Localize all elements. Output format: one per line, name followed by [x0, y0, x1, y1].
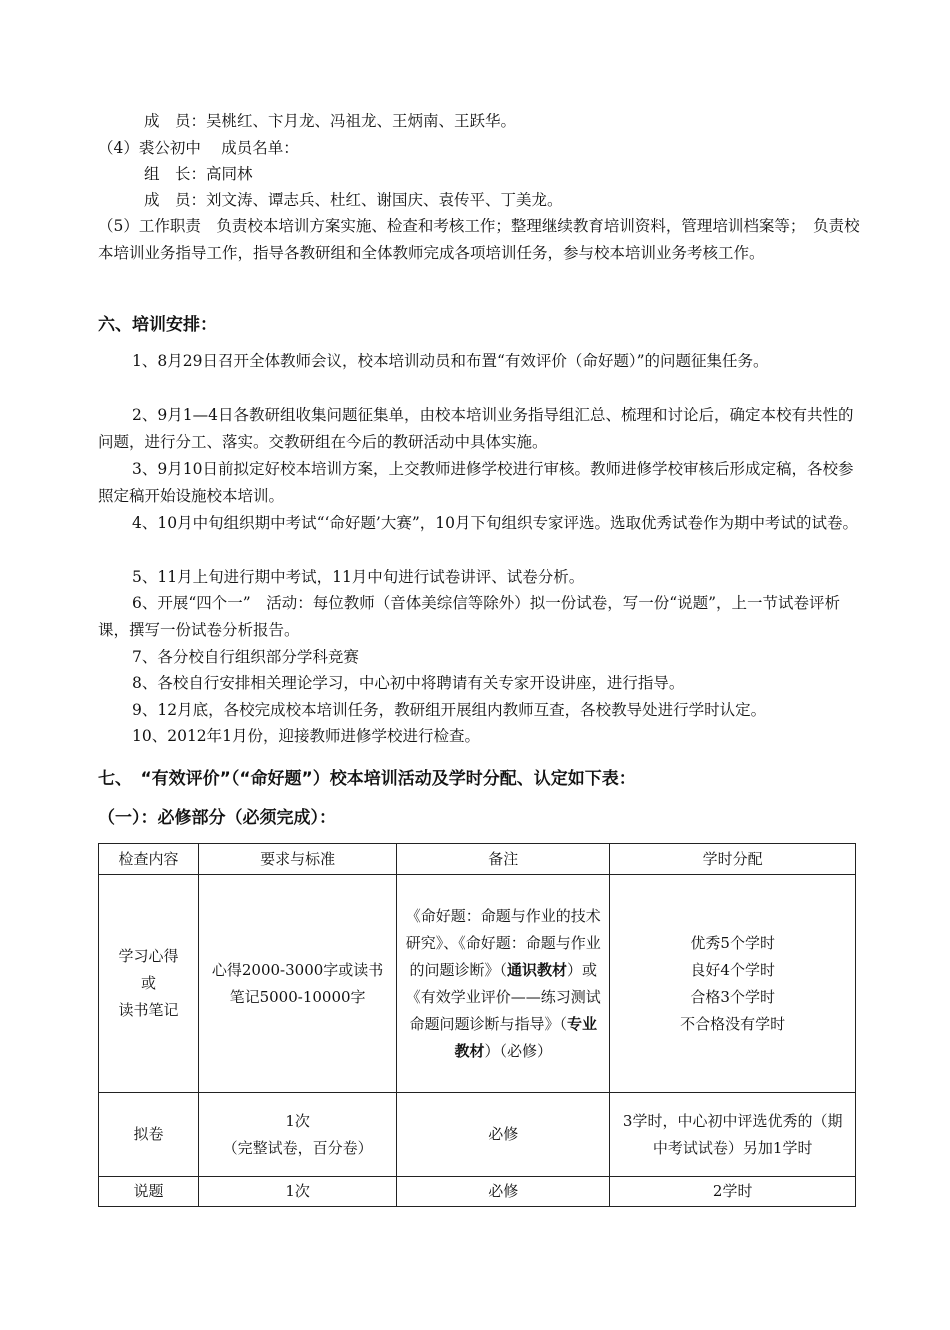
bold-general-textbook: 通识教材 — [506, 960, 567, 979]
header-requirement: 要求与标准 — [199, 844, 397, 875]
section7-heading: 七、 “有效评价”（“命好题”）校本培训活动及学时分配、认定如下表： — [98, 769, 636, 789]
section6-item-9: 9、12月底，各校完成校本培训任务，教研组开展组内教师互查，各校教导处进行学时认定。 — [132, 701, 767, 719]
section6-item-5: 5、11月上旬进行期中考试，11月中旬进行试卷讲评、试卷分析。 — [132, 568, 585, 586]
subsection1-heading: （一）：必修部分（必须完成）： — [98, 808, 336, 828]
row3-check-content: 说题 — [99, 1177, 199, 1207]
section6-item-8: 8、各校自行安排相关理论学习，中心初中将聘请有关专家开设讲座，进行指导。 — [132, 674, 685, 692]
table-header-row — [99, 844, 856, 875]
section6-item-1: 1、8月29日召开全体教师会议，校本培训动员和布置“有效评价（命好题）”的问题征集任务。 — [132, 352, 769, 370]
section6-item-3: 3、9月10日前拟定好校本培训方案，上交教师进修学校进行审核。教师进修学校审核后形成定稿，各校参照定稿开始设施校本培训。 — [98, 460, 854, 505]
row1-remark: 《命好题：命题与作业的技术研究》、《命好题：命题与作业的问题诊断》（通识教材）或《有效学业评价——练习测试命题问题诊断与指导》（专业教材）（必修） — [397, 875, 610, 1093]
section6-item-4: 4、10月中旬组织期中考试“‘命好题’大赛”，10月下旬组织专家评选。选取优秀试卷作为期中考试的试卷。 — [132, 514, 859, 532]
group4-leader: 组 长：高同林 — [144, 165, 253, 183]
row2-hours: 3学时，中心初中评选优秀的（期中考试试卷）另加1学时 — [610, 1093, 856, 1177]
header-remark: 备注 — [397, 844, 610, 875]
header-hours: 学时分配 — [610, 844, 856, 875]
row2-requirement: 1次 （完整试卷，百分卷） — [199, 1093, 397, 1177]
row2-check-content: 拟卷 — [99, 1093, 199, 1177]
row1-check-content: 学习心得 或 读书笔记 — [99, 875, 199, 1093]
table-row — [99, 1177, 856, 1207]
members-line-3: 成 员：吴桃红、卞月龙、冯祖龙、王炳南、王跃华。 — [144, 112, 517, 130]
row3-hours: 2学时 — [610, 1177, 856, 1207]
group4-title: （4）裘公初中 成员名单： — [98, 139, 299, 157]
duty-paragraph: （5）工作职责 负责校本培训方案实施、检查和考核工作；整理继续教育培训资料，管理培训档案等； 负责校本培训业务指导工作，指导各教研组和全体教师完成各项培训任务，参与校本培训业务考核工作。 — [98, 217, 860, 262]
row1-hours: 优秀5个学时 良好4个学时 合格3个学时 不合格没有学时 — [610, 875, 856, 1093]
row2-remark: 必修 — [397, 1093, 610, 1177]
table-row — [99, 1093, 856, 1177]
row3-remark: 必修 — [397, 1177, 610, 1207]
section6-item-7: 7、各分校自行组织部分学科竞赛 — [132, 648, 359, 666]
row3-requirement: 1次 — [199, 1177, 397, 1207]
section6-item-10: 10、2012年1月份，迎接教师进修学校进行检查。 — [132, 727, 481, 745]
header-check-content: 检查内容 — [99, 844, 199, 875]
section6-item-2: 2、9月1—4日各教研组收集问题征集单，由校本培训业务指导组汇总、梳理和讨论后，确定本校有共性的问题，进行分工、落实。交教研组在今后的教研活动中具体实施。 — [98, 406, 854, 451]
table-row — [99, 875, 856, 1093]
section6-heading: 六、培训安排： — [98, 315, 217, 335]
row1-requirement: 心得2000-3000字或读书笔记5000-10000字 — [199, 875, 397, 1093]
hours-table — [98, 843, 856, 1207]
group4-members: 成 员：刘文涛、谭志兵、杜红、谢国庆、袁传平、丁美龙。 — [144, 191, 563, 209]
bold-professional-textbook: 专业教材 — [454, 1014, 598, 1060]
section6-item-6: 6、开展“四个一” 活动：每位教师（音体美综信等除外）拟一份试卷，写一份“说题”，上一节试卷评析课，撰写一份试卷分析报告。 — [98, 594, 841, 639]
